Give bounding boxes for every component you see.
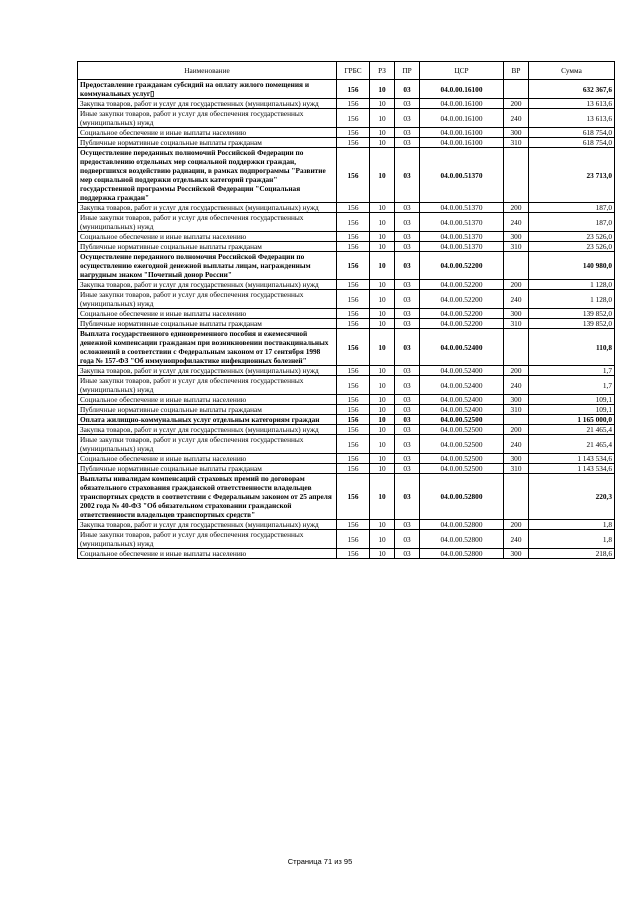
- cell-vr: 300: [504, 232, 529, 242]
- cell-pr: 03: [395, 530, 420, 549]
- cell-name: Иные закупки товаров, работ и услуг для обеспечения государственных (муниципальных) нужд: [78, 109, 337, 128]
- cell-name: Социальное обеспечение и иные выплаты населению: [78, 309, 337, 319]
- cell-rz: 10: [370, 366, 395, 376]
- cell-vr: [504, 474, 529, 520]
- table-header: [78, 62, 615, 80]
- cell-pr: 03: [395, 148, 420, 203]
- cell-vr: 200: [504, 425, 529, 435]
- table-row: [78, 530, 615, 549]
- cell-name: Закупка товаров, работ и услуг для государственных (муниципальных) нужд: [78, 99, 337, 109]
- cell-csr: 04.0.00.52500: [420, 415, 504, 425]
- table-row: [78, 309, 615, 319]
- cell-grbs: 156: [337, 319, 370, 329]
- table-row: [78, 464, 615, 474]
- cell-csr: 04.0.00.52500: [420, 435, 504, 454]
- cell-grbs: 156: [337, 109, 370, 128]
- cell-csr: 04.0.00.52800: [420, 530, 504, 549]
- cell-csr: 04.0.00.16100: [420, 128, 504, 138]
- cell-pr: 03: [395, 520, 420, 530]
- cell-csr: 04.0.00.52400: [420, 395, 504, 405]
- cell-grbs: 156: [337, 474, 370, 520]
- cell-vr: 300: [504, 128, 529, 138]
- cell-sum: 21 465,4: [529, 425, 615, 435]
- cell-grbs: 156: [337, 242, 370, 252]
- cell-grbs: 156: [337, 415, 370, 425]
- cell-rz: 10: [370, 80, 395, 99]
- table-row: [78, 148, 615, 203]
- cell-csr: 04.0.00.52200: [420, 252, 504, 280]
- cell-name: Иные закупки товаров, работ и услуг для обеспечения государственных (муниципальных) нужд: [78, 213, 337, 232]
- table-row: [78, 520, 615, 530]
- table-row: [78, 252, 615, 280]
- cell-pr: 03: [395, 109, 420, 128]
- cell-vr: [504, 80, 529, 99]
- table-row: [78, 549, 615, 559]
- cell-csr: 04.0.00.52200: [420, 309, 504, 319]
- cell-rz: 10: [370, 329, 395, 366]
- cell-vr: 300: [504, 454, 529, 464]
- cell-pr: 03: [395, 474, 420, 520]
- table-body: [78, 80, 615, 559]
- cell-csr: 04.0.00.52500: [420, 425, 504, 435]
- cell-name: Социальное обеспечение и иные выплаты населению: [78, 549, 337, 559]
- cell-grbs: 156: [337, 395, 370, 405]
- table-row: [78, 138, 615, 148]
- cell-rz: 10: [370, 213, 395, 232]
- cell-vr: 310: [504, 242, 529, 252]
- cell-vr: 310: [504, 405, 529, 415]
- table-row: [78, 366, 615, 376]
- cell-pr: 03: [395, 203, 420, 213]
- cell-vr: [504, 148, 529, 203]
- cell-vr: 200: [504, 99, 529, 109]
- cell-name: Публичные нормативные социальные выплаты гражданам: [78, 319, 337, 329]
- table-row: [78, 128, 615, 138]
- cell-pr: 03: [395, 138, 420, 148]
- cell-pr: 03: [395, 309, 420, 319]
- table-row: [78, 405, 615, 415]
- cell-sum: 618 754,0: [529, 128, 615, 138]
- table-row: [78, 435, 615, 454]
- cell-vr: 240: [504, 435, 529, 454]
- cell-vr: 200: [504, 203, 529, 213]
- cell-pr: 03: [395, 454, 420, 464]
- cell-rz: 10: [370, 138, 395, 148]
- cell-pr: 03: [395, 395, 420, 405]
- cell-grbs: 156: [337, 290, 370, 309]
- cell-grbs: 156: [337, 128, 370, 138]
- cell-name: Закупка товаров, работ и услуг для государственных (муниципальных) нужд: [78, 520, 337, 530]
- table-row: [78, 232, 615, 242]
- cell-grbs: 156: [337, 80, 370, 99]
- cell-sum: 632 367,6: [529, 80, 615, 99]
- cell-rz: 10: [370, 203, 395, 213]
- cell-sum: 21 465,4: [529, 435, 615, 454]
- cell-rz: 10: [370, 520, 395, 530]
- cell-csr: 04.0.00.52400: [420, 329, 504, 366]
- cell-csr: 04.0.00.52400: [420, 405, 504, 415]
- cell-vr: 240: [504, 530, 529, 549]
- cell-vr: 300: [504, 395, 529, 405]
- cell-grbs: 156: [337, 464, 370, 474]
- table-row: [78, 395, 615, 405]
- col-header-csr: ЦСР: [420, 62, 504, 80]
- cell-csr: 04.0.00.51370: [420, 242, 504, 252]
- cell-sum: 618 754,0: [529, 138, 615, 148]
- cell-sum: 140 980,0: [529, 252, 615, 280]
- cell-vr: 310: [504, 464, 529, 474]
- cell-rz: 10: [370, 109, 395, 128]
- cell-grbs: 156: [337, 425, 370, 435]
- cell-rz: 10: [370, 319, 395, 329]
- cell-rz: 10: [370, 280, 395, 290]
- cell-vr: 240: [504, 213, 529, 232]
- cell-vr: 300: [504, 549, 529, 559]
- cell-pr: 03: [395, 242, 420, 252]
- cell-sum: 1,7: [529, 376, 615, 395]
- cell-vr: 240: [504, 376, 529, 395]
- cell-vr: 240: [504, 109, 529, 128]
- cell-rz: 10: [370, 99, 395, 109]
- cell-csr: 04.0.00.16100: [420, 138, 504, 148]
- cell-sum: 1 128,0: [529, 290, 615, 309]
- table-row: [78, 280, 615, 290]
- cell-csr: 04.0.00.52400: [420, 376, 504, 395]
- col-header-name: Наименование: [78, 62, 337, 80]
- cell-grbs: 156: [337, 252, 370, 280]
- table-row: [78, 290, 615, 309]
- col-header-rz: РЗ: [370, 62, 395, 80]
- cell-rz: 10: [370, 395, 395, 405]
- cell-name: Иные закупки товаров, работ и услуг для обеспечения государственных (муниципальных) нужд: [78, 290, 337, 309]
- cell-csr: 04.0.00.52200: [420, 319, 504, 329]
- cell-grbs: 156: [337, 530, 370, 549]
- cell-name: Осуществление переданного полномочия Российской Федерации по осуществлению ежегодной денежной выплаты лицам, награжденным нагрудным знаком "Почетный донор России": [78, 252, 337, 280]
- cell-rz: 10: [370, 252, 395, 280]
- header-row: [78, 62, 615, 80]
- cell-rz: 10: [370, 148, 395, 203]
- cell-csr: 04.0.00.52800: [420, 474, 504, 520]
- cell-sum: 1,8: [529, 530, 615, 549]
- cell-pr: 03: [395, 366, 420, 376]
- cell-csr: 04.0.00.16100: [420, 99, 504, 109]
- cell-pr: 03: [395, 290, 420, 309]
- cell-csr: 04.0.00.52400: [420, 366, 504, 376]
- cell-grbs: 156: [337, 203, 370, 213]
- cell-rz: 10: [370, 530, 395, 549]
- cell-pr: 03: [395, 425, 420, 435]
- col-header-grbs: ГРБС: [337, 62, 370, 80]
- cell-rz: 10: [370, 435, 395, 454]
- cell-name: Публичные нормативные социальные выплаты гражданам: [78, 464, 337, 474]
- cell-vr: [504, 415, 529, 425]
- cell-pr: 03: [395, 99, 420, 109]
- page-number: Страница 71 из 95: [287, 857, 353, 866]
- table-row: [78, 329, 615, 366]
- budget-table: [77, 61, 615, 559]
- cell-sum: 1 143 534,6: [529, 454, 615, 464]
- table-row: [78, 109, 615, 128]
- cell-grbs: 156: [337, 366, 370, 376]
- table-row: [78, 203, 615, 213]
- cell-csr: 04.0.00.51370: [420, 148, 504, 203]
- cell-rz: 10: [370, 242, 395, 252]
- cell-grbs: 156: [337, 405, 370, 415]
- cell-vr: 200: [504, 280, 529, 290]
- cell-rz: 10: [370, 290, 395, 309]
- cell-grbs: 156: [337, 232, 370, 242]
- cell-rz: 10: [370, 232, 395, 242]
- cell-grbs: 156: [337, 329, 370, 366]
- cell-pr: 03: [395, 329, 420, 366]
- cell-grbs: 156: [337, 213, 370, 232]
- cell-sum: 139 852,0: [529, 319, 615, 329]
- table-row: [78, 474, 615, 520]
- cell-vr: [504, 252, 529, 280]
- table-row: [78, 454, 615, 464]
- cell-pr: 03: [395, 376, 420, 395]
- cell-csr: 04.0.00.52800: [420, 549, 504, 559]
- cell-sum: 1,7: [529, 366, 615, 376]
- cell-sum: 1 128,0: [529, 280, 615, 290]
- table-row: [78, 319, 615, 329]
- cell-name: Закупка товаров, работ и услуг для государственных (муниципальных) нужд: [78, 203, 337, 213]
- cell-grbs: 156: [337, 454, 370, 464]
- cell-vr: 310: [504, 319, 529, 329]
- cell-rz: 10: [370, 128, 395, 138]
- cell-grbs: 156: [337, 280, 370, 290]
- cell-grbs: 156: [337, 435, 370, 454]
- cell-grbs: 156: [337, 520, 370, 530]
- cell-name: Предоставление гражданам субсидий на оплату жилого помещения и коммунальных услуг▯: [78, 80, 337, 99]
- cell-csr: 04.0.00.52200: [420, 280, 504, 290]
- cell-sum: 23 713,0: [529, 148, 615, 203]
- cell-name: Иные закупки товаров, работ и услуг для обеспечения государственных (муниципальных) нужд: [78, 530, 337, 549]
- cell-name: Иные закупки товаров, работ и услуг для обеспечения государственных (муниципальных) нужд: [78, 435, 337, 454]
- cell-csr: 04.0.00.52500: [420, 464, 504, 474]
- cell-name: Осуществление переданных полномочий Российской Федерации по предоставлению отдельных мер социальной поддержки граждан, подвергшихся воздействию радиации, в рамках подпрограммы "Развитие мер социальной поддержки отдельных категорий граждан" государственной программы Российской Федерации "Социальная поддержка граждан": [78, 148, 337, 203]
- table-row: [78, 213, 615, 232]
- cell-csr: 04.0.00.52200: [420, 290, 504, 309]
- cell-pr: 03: [395, 435, 420, 454]
- cell-name: Оплата жилищно-коммунальных услуг отдельным категориям граждан: [78, 415, 337, 425]
- cell-pr: 03: [395, 280, 420, 290]
- cell-sum: 13 613,6: [529, 109, 615, 128]
- cell-csr: 04.0.00.16100: [420, 109, 504, 128]
- table-row: [78, 376, 615, 395]
- cell-sum: 109,1: [529, 395, 615, 405]
- cell-sum: 1 165 000,0: [529, 415, 615, 425]
- cell-vr: 300: [504, 309, 529, 319]
- cell-sum: 220,3: [529, 474, 615, 520]
- cell-csr: 04.0.00.51370: [420, 203, 504, 213]
- cell-name: Закупка товаров, работ и услуг для государственных (муниципальных) нужд: [78, 425, 337, 435]
- cell-pr: 03: [395, 213, 420, 232]
- cell-pr: 03: [395, 232, 420, 242]
- cell-name: Выплата государственного единовременного пособия и ежемесячной денежной компенсации гражданам при возникновении поствакцинальных осложнений в соответствии с Федеральным законом от 17 сентября 1998 года № 157-ФЗ "Об иммунопрофилактике инфекционных болезней": [78, 329, 337, 366]
- cell-name: Социальное обеспечение и иные выплаты населению: [78, 454, 337, 464]
- cell-rz: 10: [370, 405, 395, 415]
- cell-rz: 10: [370, 376, 395, 395]
- col-header-vr: ВР: [504, 62, 529, 80]
- cell-name: Публичные нормативные социальные выплаты гражданам: [78, 138, 337, 148]
- cell-sum: 109,1: [529, 405, 615, 415]
- cell-sum: 218,6: [529, 549, 615, 559]
- cell-name: Социальное обеспечение и иные выплаты населению: [78, 232, 337, 242]
- cell-csr: 04.0.00.52800: [420, 520, 504, 530]
- cell-sum: 187,0: [529, 213, 615, 232]
- cell-vr: 200: [504, 520, 529, 530]
- cell-name: Социальное обеспечение и иные выплаты населению: [78, 395, 337, 405]
- cell-csr: 04.0.00.51370: [420, 213, 504, 232]
- cell-grbs: 156: [337, 309, 370, 319]
- col-header-pr: ПР: [395, 62, 420, 80]
- table-row: [78, 415, 615, 425]
- cell-sum: 1 143 534,6: [529, 464, 615, 474]
- cell-grbs: 156: [337, 376, 370, 395]
- cell-name: Публичные нормативные социальные выплаты гражданам: [78, 242, 337, 252]
- cell-rz: 10: [370, 415, 395, 425]
- cell-name: Закупка товаров, работ и услуг для государственных (муниципальных) нужд: [78, 280, 337, 290]
- cell-sum: 1,8: [529, 520, 615, 530]
- cell-pr: 03: [395, 405, 420, 415]
- cell-rz: 10: [370, 474, 395, 520]
- cell-name: Закупка товаров, работ и услуг для государственных (муниципальных) нужд: [78, 366, 337, 376]
- cell-sum: 187,0: [529, 203, 615, 213]
- col-header-sum: Сумма: [529, 62, 615, 80]
- cell-pr: 03: [395, 415, 420, 425]
- cell-sum: 139 852,0: [529, 309, 615, 319]
- cell-name: Социальное обеспечение и иные выплаты населению: [78, 128, 337, 138]
- cell-rz: 10: [370, 454, 395, 464]
- cell-sum: 23 526,0: [529, 242, 615, 252]
- cell-rz: 10: [370, 549, 395, 559]
- cell-pr: 03: [395, 252, 420, 280]
- cell-vr: [504, 329, 529, 366]
- cell-csr: 04.0.00.52500: [420, 454, 504, 464]
- cell-grbs: 156: [337, 99, 370, 109]
- cell-csr: 04.0.00.16100: [420, 80, 504, 99]
- cell-vr: 240: [504, 290, 529, 309]
- cell-grbs: 156: [337, 148, 370, 203]
- cell-pr: 03: [395, 464, 420, 474]
- table-row: [78, 99, 615, 109]
- cell-sum: 23 526,0: [529, 232, 615, 242]
- table-row: [78, 425, 615, 435]
- cell-pr: 03: [395, 319, 420, 329]
- cell-grbs: 156: [337, 138, 370, 148]
- cell-pr: 03: [395, 80, 420, 99]
- cell-csr: 04.0.00.51370: [420, 232, 504, 242]
- cell-pr: 03: [395, 128, 420, 138]
- cell-rz: 10: [370, 464, 395, 474]
- cell-sum: 13 613,6: [529, 99, 615, 109]
- cell-rz: 10: [370, 425, 395, 435]
- cell-vr: 310: [504, 138, 529, 148]
- cell-grbs: 156: [337, 549, 370, 559]
- cell-vr: 200: [504, 366, 529, 376]
- cell-pr: 03: [395, 549, 420, 559]
- table-row: [78, 80, 615, 99]
- cell-sum: 110,8: [529, 329, 615, 366]
- cell-name: Публичные нормативные социальные выплаты гражданам: [78, 405, 337, 415]
- table-row: [78, 242, 615, 252]
- cell-name: Выплаты инвалидам компенсаций страховых премий по договорам обязательного страхования гражданской ответственности владельцев транспортных средств в соответствии с Федеральным законом от 25 апреля 2002 года № 40-ФЗ "Об обязательном страховании гражданской ответственности владельцев транспортных средств": [78, 474, 337, 520]
- cell-name: Иные закупки товаров, работ и услуг для обеспечения государственных (муниципальных) нужд: [78, 376, 337, 395]
- cell-rz: 10: [370, 309, 395, 319]
